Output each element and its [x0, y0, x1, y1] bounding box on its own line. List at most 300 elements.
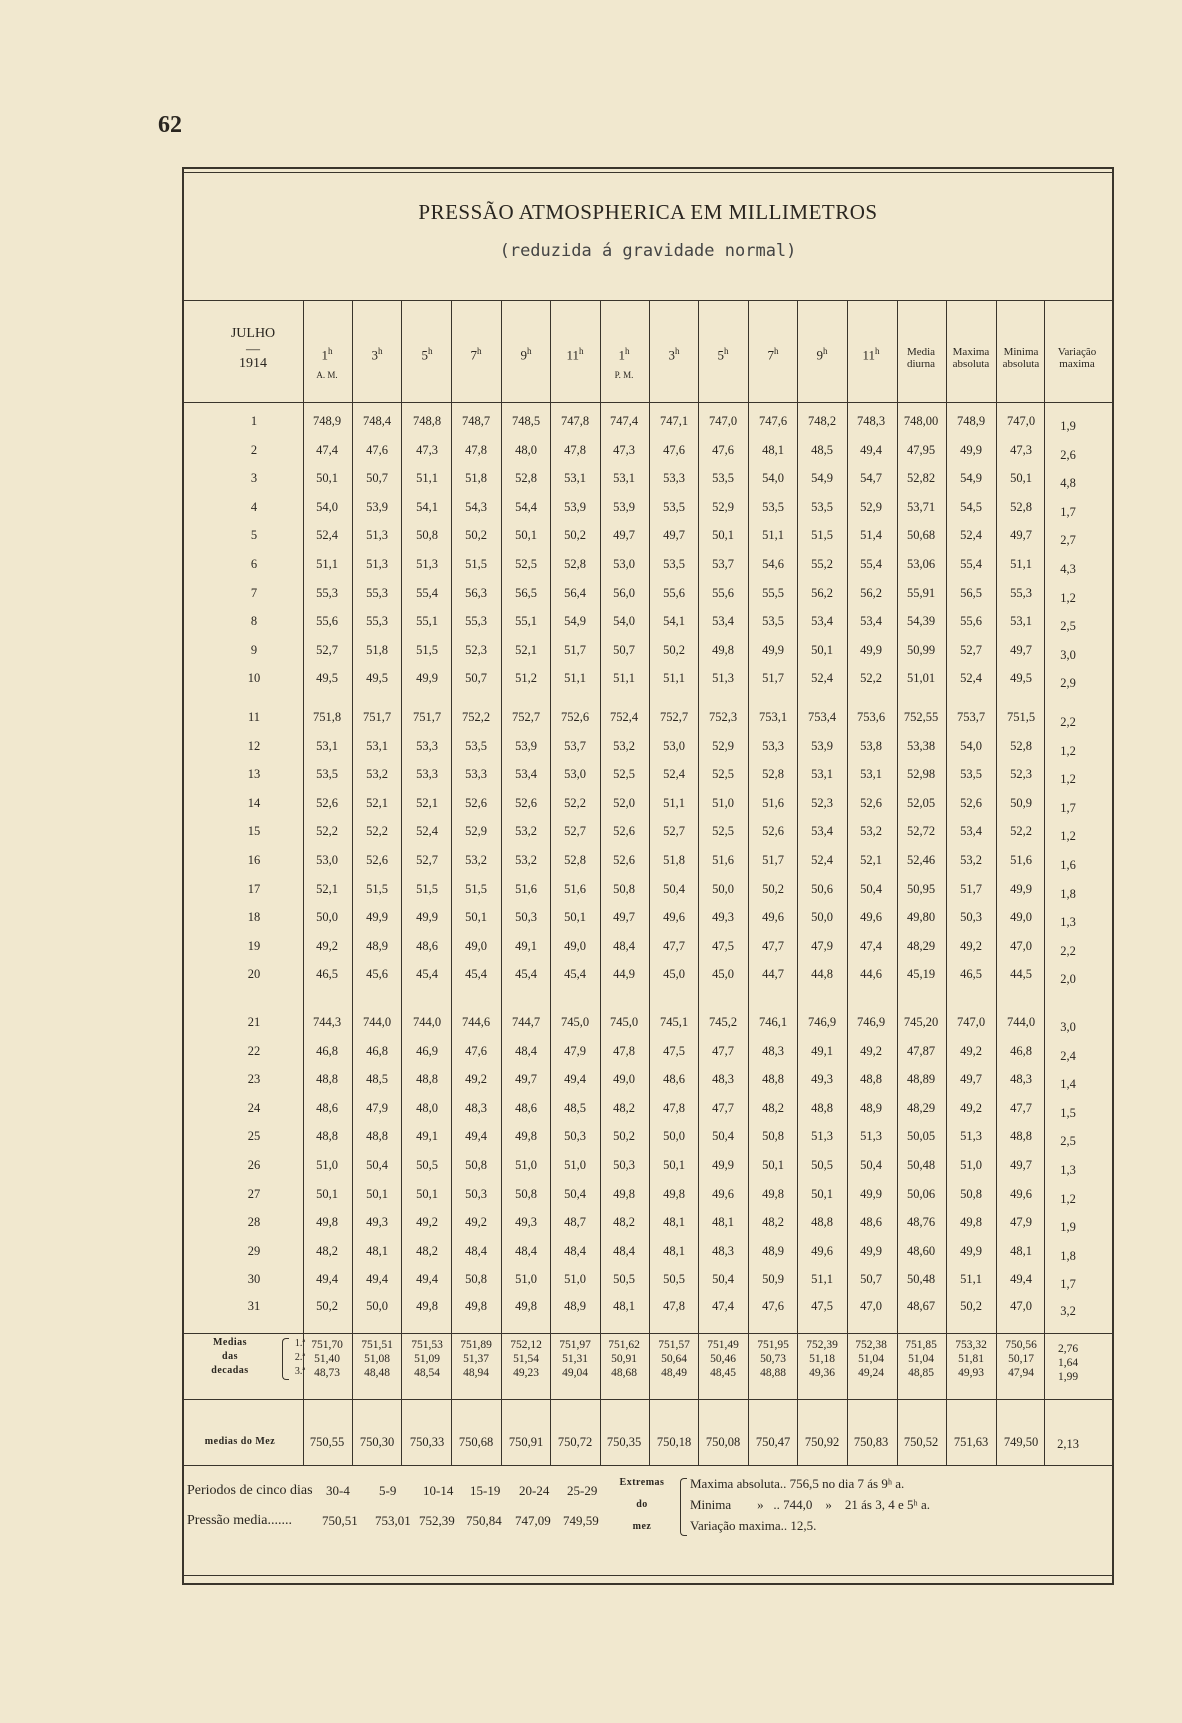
table-cell: 50,1: [316, 471, 338, 486]
table-cell: 46,5: [960, 967, 982, 982]
pressao-media-value: 750,51: [322, 1513, 358, 1528]
table-cell: 2,9: [1060, 676, 1076, 691]
table-cell: 52,2: [564, 795, 586, 810]
table-cell: 2,5: [1060, 1134, 1076, 1149]
periodo-label: 20-24: [519, 1483, 550, 1498]
table-cell: 55,4: [960, 557, 982, 571]
table-cell: 53,71: [906, 499, 936, 514]
table-cell: 55,3: [1010, 585, 1032, 600]
table-cell: 49,6: [860, 910, 882, 925]
table-cell: 51,01: [906, 671, 936, 686]
table-cell: 752,7: [659, 710, 689, 724]
table-cell: 53,2: [860, 824, 882, 839]
header-hour-8: 3$^h$: [668, 346, 680, 363]
extremas-brace: [680, 1478, 687, 1536]
table-cell: 47,9: [366, 1100, 388, 1115]
table-cell: 49,6: [811, 1243, 833, 1258]
table-cell: 50,48: [906, 1272, 936, 1287]
table-cell: 748,2: [807, 414, 837, 428]
table-cell: 47,9: [564, 1043, 586, 1058]
table-cell: 46,9: [416, 1043, 438, 1058]
table-cell: 48,4: [465, 1243, 487, 1258]
table-cell: 51,0: [316, 1158, 338, 1172]
table-cell: 53,0: [663, 738, 685, 753]
table-cell: 748,00: [903, 414, 939, 428]
table-cell: 47,5: [663, 1043, 685, 1058]
table-cell: 1,2: [1060, 772, 1076, 787]
table-cell: 52,7: [663, 824, 685, 839]
day-number: 13: [247, 767, 261, 782]
table-cell: 47,3: [1010, 442, 1032, 457]
day-number: 8: [250, 614, 258, 629]
table-cell: 55,6: [712, 585, 734, 600]
header-hour-11: 9$^h$: [816, 346, 828, 363]
table-cell: 56,2: [860, 585, 882, 600]
table-cell: 52,7: [960, 642, 982, 657]
table-cell: 752,4: [609, 710, 639, 724]
table-cell: 2,4: [1060, 1048, 1076, 1063]
table-cell: 49,5: [366, 671, 388, 686]
table-cell: 53,2: [613, 738, 635, 753]
monthly-mean-cell: 750,35: [606, 1435, 642, 1449]
table-cell: 744,0: [362, 1015, 392, 1029]
table-cell: 50,1: [811, 1186, 833, 1201]
table-cell: 748,4: [362, 414, 392, 428]
table-cell: 49,8: [515, 1299, 537, 1313]
table-cell: 744,7: [511, 1015, 541, 1029]
table-cell: 50,7: [366, 471, 388, 486]
table-cell: 45,4: [465, 967, 487, 982]
header-hour-1: 1$^h$ A. M.: [316, 346, 338, 381]
table-cell: 47,0: [860, 1299, 882, 1313]
table-cell: 49,9: [860, 1243, 882, 1258]
table-cell: 48,8: [762, 1072, 784, 1087]
table-cell: 52,4: [960, 671, 982, 686]
table-cell: 52,6: [465, 795, 487, 810]
table-cell: 50,7: [613, 642, 635, 657]
header-rule: [182, 402, 1114, 403]
header-media-diurna: Media diurna: [906, 346, 936, 370]
table-cell: 52,6: [366, 853, 388, 867]
table-cell: 55,1: [515, 614, 537, 629]
table-cell: 53,3: [663, 471, 685, 486]
table-cell: 50,1: [366, 1186, 388, 1201]
table-cell: 54,3: [465, 499, 487, 514]
day-number: 14: [247, 795, 261, 810]
table-cell: 51,1: [762, 528, 784, 543]
decada-mean-cell: 2,76: [1057, 1343, 1079, 1355]
table-cell: 3,0: [1060, 1020, 1076, 1034]
decada-mean-cell: 1,64: [1057, 1357, 1079, 1369]
table-cell: 49,9: [712, 1158, 734, 1172]
table-cell: 2,5: [1060, 619, 1076, 634]
decada-mean-cell: 49,04: [562, 1367, 588, 1379]
table-cell: 50,7: [465, 671, 487, 686]
table-cell: 752,7: [511, 710, 541, 724]
header-hour-2: 3$^h$: [371, 346, 383, 363]
table-cell: 51,8: [663, 853, 685, 867]
day-number: 1: [250, 414, 258, 428]
day-number: 29: [247, 1243, 261, 1258]
table-cell: 50,3: [465, 1186, 487, 1201]
table-cell: 51,0: [564, 1158, 586, 1172]
decada-mean-cell: 48,73: [314, 1367, 340, 1379]
header-month: JULHO: [230, 326, 276, 341]
table-cell: 49,8: [515, 1129, 537, 1144]
decada-brace: [282, 1338, 289, 1380]
day-number: 15: [247, 824, 261, 839]
table-cell: 748,9: [312, 414, 342, 428]
day-number: 5: [250, 528, 258, 543]
table-cell: 744,3: [312, 1015, 342, 1029]
table-cell: 48,9: [860, 1100, 882, 1115]
decada-mean-cell: 47,94: [1008, 1367, 1034, 1379]
table-cell: 53,2: [465, 853, 487, 867]
table-cell: 48,1: [762, 442, 784, 457]
table-cell: 49,9: [762, 642, 784, 657]
table-cell: 47,5: [811, 1299, 833, 1313]
table-cell: 50,2: [960, 1299, 982, 1313]
day-number: 19: [247, 938, 261, 953]
table-cell: 50,1: [762, 1158, 784, 1172]
table-cell: 50,2: [316, 1299, 338, 1313]
table-cell: 50,4: [860, 881, 882, 896]
day-number: 28: [247, 1215, 261, 1230]
table-cell: 50,68: [906, 528, 936, 543]
table-cell: 1,4: [1060, 1077, 1076, 1092]
table-cell: 52,3: [465, 642, 487, 657]
table-cell: 744,0: [412, 1015, 442, 1029]
decada-mean-cell: 750,56: [1005, 1339, 1037, 1351]
table-cell: 49,8: [712, 642, 734, 657]
table-cell: 48,2: [416, 1243, 438, 1258]
table-cell: 48,2: [762, 1215, 784, 1230]
table-cell: 1,8: [1060, 1248, 1076, 1263]
body-bottom-rule: [182, 1333, 1114, 1334]
day-number: 26: [247, 1158, 261, 1172]
table-cell: 48,89: [906, 1072, 936, 1087]
table-cell: 49,1: [811, 1043, 833, 1058]
table-cell: 56,2: [811, 585, 833, 600]
table-cell: 51,7: [960, 881, 982, 896]
table-cell: 52,8: [762, 767, 784, 782]
table-cell: 52,9: [465, 824, 487, 839]
table-cell: 52,3: [1010, 767, 1032, 782]
table-cell: 1,2: [1060, 590, 1076, 605]
table-cell: 49,9: [860, 1186, 882, 1201]
monthly-mean-cell: 750,91: [508, 1435, 544, 1449]
decada-mean-cell: 751,62: [608, 1339, 640, 1351]
day-number: 4: [250, 499, 258, 514]
table-cell: 1,2: [1060, 829, 1076, 844]
monthly-mean-cell: 750,52: [903, 1435, 939, 1449]
table-cell: 48,4: [515, 1043, 537, 1058]
table-cell: 53,2: [515, 824, 537, 839]
table-cell: 49,8: [416, 1299, 438, 1313]
table-cell: 54,9: [960, 471, 982, 486]
table-cell: 52,46: [906, 853, 936, 867]
table-cell: 50,5: [811, 1158, 833, 1172]
table-cell: 747,0: [708, 414, 738, 428]
table-cell: 49,4: [416, 1272, 438, 1287]
table-cell: 52,5: [613, 767, 635, 782]
table-cell: 52,1: [515, 642, 537, 657]
table-cell: 45,4: [515, 967, 537, 982]
decada-mean-cell: 48,49: [661, 1367, 687, 1379]
table-cell: 55,6: [960, 614, 982, 629]
table-cell: 48,29: [906, 938, 936, 953]
table-cell: 47,8: [613, 1043, 635, 1058]
table-cell: 49,2: [465, 1215, 487, 1230]
table-cell: 50,99: [906, 642, 936, 657]
periodo-label: 10-14: [423, 1483, 454, 1498]
table-cell: 50,9: [1010, 795, 1032, 810]
table-cell: 747,6: [758, 414, 788, 428]
table-cell: 47,4: [860, 938, 882, 953]
table-cell: 48,8: [416, 1072, 438, 1087]
table-cell: 1,7: [1060, 1277, 1076, 1292]
day-number: 9: [250, 642, 258, 657]
table-cell: 51,8: [465, 471, 487, 486]
table-cell: 55,5: [762, 585, 784, 600]
day-number: 7: [250, 585, 258, 600]
table-cell: 48,8: [1010, 1129, 1032, 1144]
table-cell: 49,7: [663, 528, 685, 543]
table-cell: 51,6: [1010, 853, 1032, 867]
table-cell: 47,0: [1010, 1299, 1032, 1313]
monthly-mean-cell: 750,72: [557, 1435, 593, 1449]
decada-mean-cell: 1,99: [1057, 1371, 1079, 1383]
table-cell: 50,1: [811, 642, 833, 657]
table-cell: 51,3: [416, 557, 438, 571]
table-cell: 52,1: [416, 795, 438, 810]
table-cell: 1,3: [1060, 915, 1076, 930]
table-cell: 2,2: [1060, 943, 1076, 958]
table-cell: 49,7: [613, 910, 635, 925]
table-cell: 746,9: [856, 1015, 886, 1029]
table-cell: 48,2: [762, 1100, 784, 1115]
decada-mean-cell: 51,08: [364, 1353, 390, 1365]
table-cell: 47,4: [712, 1299, 734, 1313]
table-cell: 54,6: [762, 557, 784, 571]
table-cell: 54,0: [316, 499, 338, 514]
table-cell: 50,2: [762, 881, 784, 896]
table-cell: 50,2: [663, 642, 685, 657]
table-cell: 55,2: [811, 557, 833, 571]
header-hour-7: 1$^h$ P. M.: [614, 346, 634, 381]
table-cell: 50,8: [416, 528, 438, 543]
decada-mean-cell: 51,40: [314, 1353, 340, 1365]
table-cell: 54,39: [906, 614, 936, 629]
table-cell: 48,4: [613, 938, 635, 953]
table-cell: 52,8: [515, 471, 537, 486]
table-cell: 53,7: [712, 557, 734, 571]
table-cell: 54,1: [416, 499, 438, 514]
table-cell: 53,7: [564, 738, 586, 753]
table-cell: 56,0: [613, 585, 635, 600]
frame-top-inner-rule: [182, 172, 1114, 173]
table-cell: 53,9: [366, 499, 388, 514]
decada-mean-cell: 50,17: [1008, 1353, 1034, 1365]
table-cell: 50,4: [860, 1158, 882, 1172]
table-cell: 48,8: [860, 1072, 882, 1087]
table-cell: 48,8: [811, 1100, 833, 1115]
table-cell: 48,8: [366, 1129, 388, 1144]
table-cell: 745,0: [609, 1015, 639, 1029]
table-cell: 48,7: [564, 1215, 586, 1230]
header-hour-3: 5$^h$: [421, 346, 433, 363]
table-cell: 50,4: [366, 1158, 388, 1172]
decada-mean-cell: 751,53: [411, 1339, 443, 1351]
table-cell: 52,2: [366, 824, 388, 839]
day-number: 6: [250, 557, 258, 571]
decada-mean-cell: 752,12: [510, 1339, 542, 1351]
decada-mean-cell: 48,54: [414, 1367, 440, 1379]
medias-mez-label: medias do Mez: [204, 1436, 276, 1447]
table-cell: 49,8: [613, 1186, 635, 1201]
table-cell: 48,2: [613, 1215, 635, 1230]
table-cell: 51,6: [564, 881, 586, 896]
table-cell: 45,4: [564, 967, 586, 982]
table-cell: 47,8: [465, 442, 487, 457]
header-year: 1914: [239, 356, 267, 371]
header-hour-4: 7$^h$: [470, 346, 482, 363]
table-cell: 53,9: [564, 499, 586, 514]
table-cell: 52,2: [1010, 824, 1032, 839]
table-cell: 54,0: [762, 471, 784, 486]
table-cell: 53,4: [811, 824, 833, 839]
table-cell: 50,0: [316, 910, 338, 925]
decada-mean-cell: 751,51: [361, 1339, 393, 1351]
decada-mean-cell: 51,54: [513, 1353, 539, 1365]
decada-mean-cell: 51,81: [958, 1353, 984, 1365]
table-cell: 50,4: [712, 1272, 734, 1287]
table-cell: 53,3: [416, 738, 438, 753]
table-cell: 54,9: [811, 471, 833, 486]
table-cell: 52,2: [860, 671, 882, 686]
decada-mean-cell: 751,89: [460, 1339, 492, 1351]
decada-mean-cell: 48,94: [463, 1367, 489, 1379]
day-number: 16: [247, 853, 261, 867]
table-cell: 48,6: [663, 1072, 685, 1087]
table-cell: 52,6: [613, 853, 635, 867]
day-number: 11: [247, 710, 261, 724]
table-cell: 47,7: [712, 1100, 734, 1115]
table-cell: 48,6: [316, 1100, 338, 1115]
table-cell: 50,2: [564, 528, 586, 543]
table-cell: 47,0: [1010, 938, 1032, 953]
table-cell: 4,3: [1060, 562, 1076, 576]
table-cell: 53,8: [860, 738, 882, 753]
table-cell: 52,2: [316, 824, 338, 839]
table-cell: 46,5: [316, 967, 338, 982]
decada-mean-cell: 752,38: [855, 1339, 887, 1351]
table-cell: 745,20: [903, 1015, 939, 1029]
table-cell: 50,5: [663, 1272, 685, 1287]
table-cell: 4,8: [1060, 476, 1076, 491]
table-cell: 50,5: [613, 1272, 635, 1287]
table-cell: 55,3: [316, 585, 338, 600]
table-cell: 47,95: [906, 442, 936, 457]
table-cell: 752,6: [560, 710, 590, 724]
table-cell: 47,9: [1010, 1215, 1032, 1230]
table-cell: 46,8: [316, 1043, 338, 1058]
decada-mean-cell: 751,85: [905, 1339, 937, 1351]
table-cell: 53,3: [465, 767, 487, 782]
table-cell: 52,8: [1010, 499, 1032, 514]
table-cell: 53,9: [515, 738, 537, 753]
table-cell: 46,8: [1010, 1043, 1032, 1058]
table-cell: 49,6: [663, 910, 685, 925]
table-cell: 48,6: [860, 1215, 882, 1230]
table-cell: 53,0: [613, 557, 635, 571]
decada-mean-cell: 49,23: [513, 1367, 539, 1379]
table-cell: 48,0: [416, 1100, 438, 1115]
table-cell: 747,0: [1006, 414, 1036, 428]
table-cell: 49,6: [762, 910, 784, 925]
table-cell: 54,1: [663, 614, 685, 629]
monthly-mean-cell: 750,47: [755, 1435, 791, 1449]
table-cell: 51,7: [762, 671, 784, 686]
table-cell: 49,9: [366, 910, 388, 925]
pressao-media-value: 749,59: [563, 1513, 599, 1528]
table-cell: 752,3: [708, 710, 738, 724]
pressao-media-value: 752,39: [419, 1513, 455, 1528]
table-cell: 56,4: [564, 585, 586, 600]
table-cell: 48,76: [906, 1215, 936, 1230]
decada-mean-cell: 49,93: [958, 1367, 984, 1379]
table-cell: 47,7: [712, 1043, 734, 1058]
decada-mean-cell: 50,64: [661, 1353, 687, 1365]
table-cell: 52,5: [712, 767, 734, 782]
decada-mean-cell: 48,68: [611, 1367, 637, 1379]
table-cell: 745,1: [659, 1015, 689, 1029]
table-cell: 50,0: [366, 1299, 388, 1313]
table-cell: 1,3: [1060, 1163, 1076, 1177]
table-cell: 53,38: [906, 738, 936, 753]
table-cell: 50,5: [416, 1158, 438, 1172]
table-cell: 49,8: [465, 1299, 487, 1313]
table-cell: 48,5: [564, 1100, 586, 1115]
table-cell: 1,7: [1060, 504, 1076, 519]
table-cell: 49,1: [416, 1129, 438, 1144]
table-cell: 51,5: [366, 881, 388, 896]
header-minima-absoluta: Minima absoluta: [1002, 346, 1040, 370]
table-cell: 47,4: [316, 442, 338, 457]
table-cell: 49,0: [564, 938, 586, 953]
table-cell: 751,7: [412, 710, 442, 724]
table-cell: 49,1: [515, 938, 537, 953]
table-cell: 51,1: [663, 795, 685, 810]
table-cell: 47,6: [663, 442, 685, 457]
table-cell: 1,8: [1060, 886, 1076, 901]
table-cell: 55,6: [316, 614, 338, 629]
table-cell: 47,5: [712, 938, 734, 953]
table-cell: 52,9: [712, 738, 734, 753]
table-cell: 746,9: [807, 1015, 837, 1029]
table-cell: 50,95: [906, 881, 936, 896]
table-cell: 45,0: [663, 967, 685, 982]
day-number: 20: [247, 967, 261, 982]
table-cell: 48,3: [712, 1243, 734, 1258]
table-cell: 53,5: [465, 738, 487, 753]
table-cell: 52,6: [515, 795, 537, 810]
table-cell: 54,7: [860, 471, 882, 486]
table-cell: 50,6: [811, 881, 833, 896]
table-cell: 49,2: [316, 938, 338, 953]
table-cell: 48,4: [613, 1243, 635, 1258]
table-cell: 45,0: [712, 967, 734, 982]
